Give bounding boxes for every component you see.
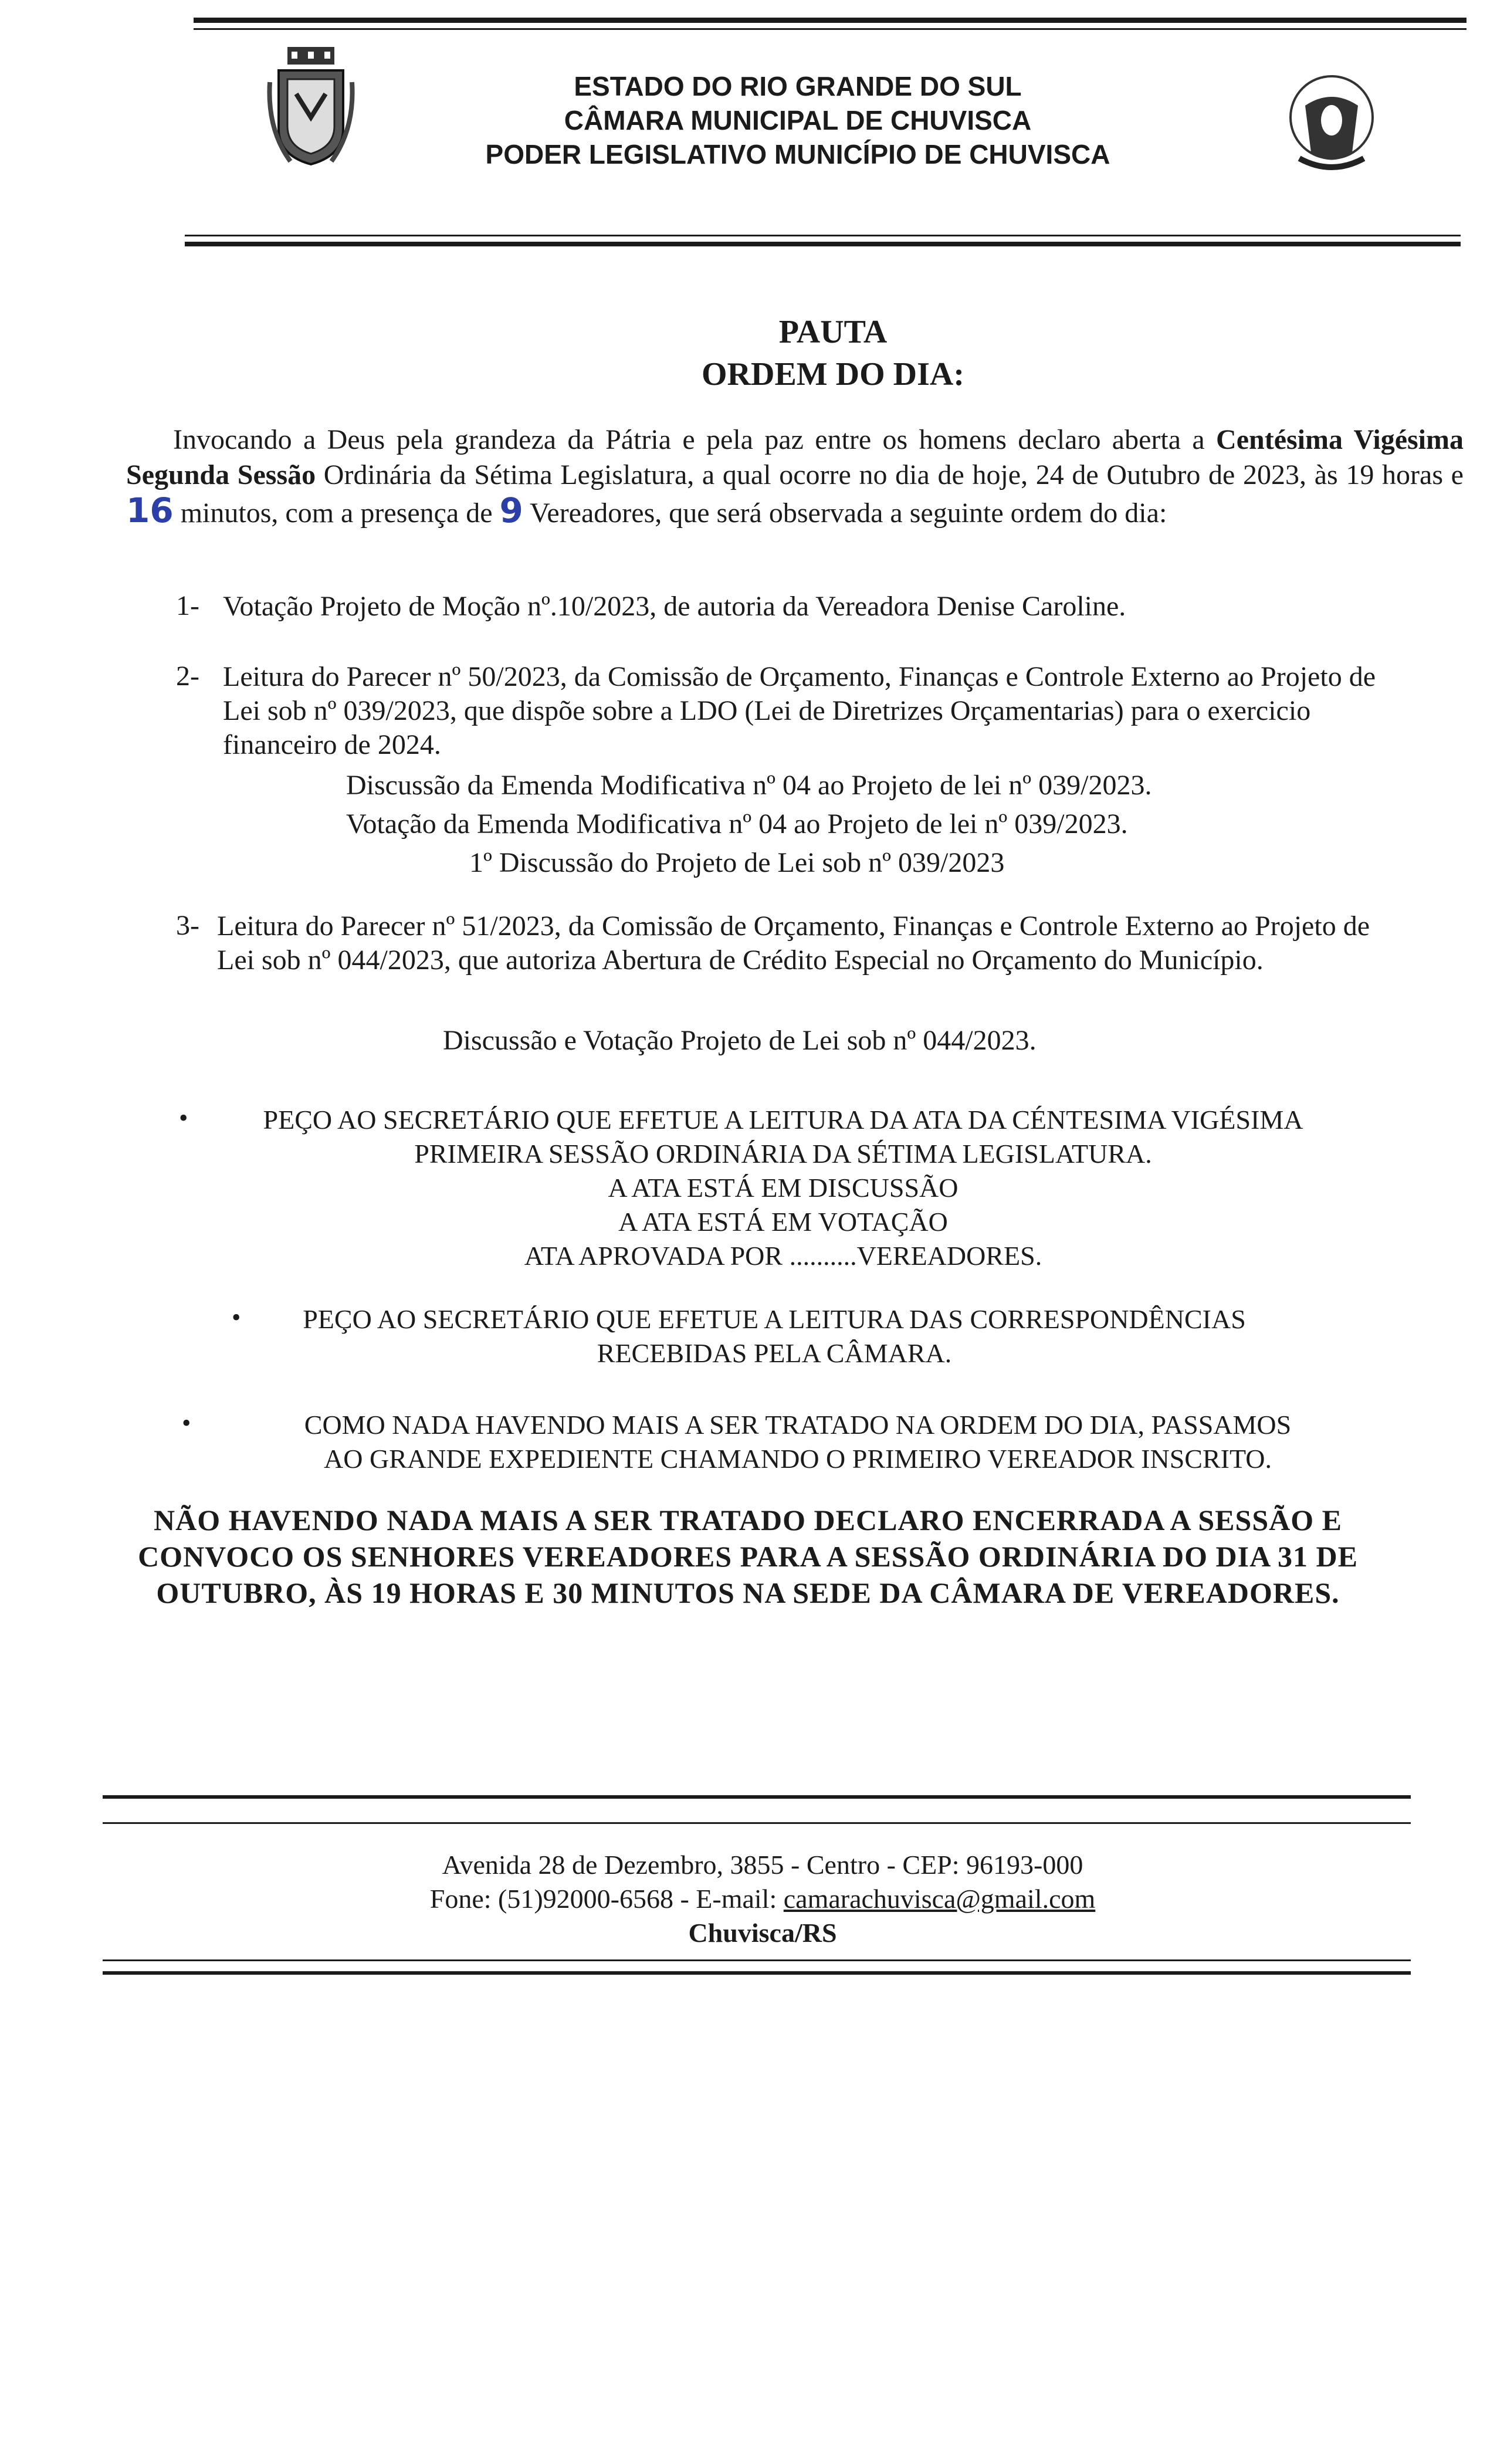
item-2-sub-2: Votação da Emenda Modificativa nº 04 ao Projeto de lei nº 039/2023. [346, 808, 1128, 840]
title-ordem-do-dia: ORDEM DO DIA: [702, 356, 964, 392]
handwritten-councilors: 9 [499, 490, 523, 530]
footer-bottom-rule-thin [103, 1959, 1411, 1961]
footer-city: Chuvisca/RS [688, 1918, 837, 1948]
footer-phone: Fone: (51)92000-6568 - E-mail: [429, 1884, 784, 1914]
intro-part3: minutos, com a presença de [173, 497, 500, 529]
bullet-1-line4: A ATA ESTÁ EM VOTAÇÃO [618, 1207, 948, 1237]
procedure-correspondence [246, 1302, 1302, 1370]
bullet-3-marker: • [182, 1409, 191, 1437]
item-3-line2: Lei sob nº 044/2023, que autoriza Abertura de Crédito Especial no Orçamento do Município. [217, 945, 1264, 976]
header-bottom-rule-thin [185, 235, 1461, 236]
item-2-line3: financeiro de 2024. [223, 729, 441, 760]
item-2-sub-3: 1º Discussão do Projeto de Lei sob nº 039/2023 [469, 847, 1005, 878]
header-top-rule-thin [194, 28, 1466, 30]
opening-paragraph [126, 422, 1464, 531]
session-name: Centésima Vigésima Segunda Sessão [126, 424, 1464, 490]
header-legislative: PODER LEGISLATIVO MUNICÍPIO DE CHUVISCA [485, 139, 1110, 170]
bullet-3-line2: AO GRANDE EXPEDIENTE CHAMANDO O PRIMEIRO VEREADOR INSCRITO. [324, 1444, 1272, 1474]
footer-bottom-rule-thick [103, 1971, 1411, 1975]
footer-top-rule-thin [103, 1822, 1411, 1824]
bullet-2-line1: PEÇO AO SECRETÁRIO QUE EFETUE A LEITURA DAS CORRESPONDÊNCIAS [303, 1304, 1246, 1334]
item-2-number: 2- [176, 661, 199, 692]
footer-contact [293, 1848, 1232, 1950]
bullet-1-line3: A ATA ESTÁ EM DISCUSSÃO [608, 1173, 959, 1203]
header-chamber: CÂMARA MUNICIPAL DE CHUVISCA [564, 105, 1032, 136]
handwritten-minutes: 16 [126, 490, 174, 530]
footer-phone-email [293, 1882, 1232, 1916]
footer-address: Avenida 28 de Dezembro, 3855 - Centro - CEP: 96193-000 [442, 1850, 1083, 1880]
closing-line2: CONVOCO OS SENHORES VEREADORES PARA A SESSÃO ORDINÁRIA DO DIA 31 DE [138, 1540, 1358, 1573]
item-3-line1: Leitura do Parecer nº 51/2023, da Comissão de Orçamento, Finanças e Controle Externo ao Projeto de [217, 911, 1370, 942]
bullet-1-marker: • [179, 1104, 188, 1132]
header-top-rule-thick [194, 18, 1466, 23]
item-2-line1: Leitura do Parecer nº 50/2023, da Comissão de Orçamento, Finanças e Controle Externo ao Projeto de [223, 661, 1376, 692]
bullet-2-line2: RECEBIDAS PELA CÂMARA. [597, 1338, 952, 1368]
closing-statement [126, 1502, 1370, 1611]
footer-email-link[interactable]: camarachuvisca@gmail.com [783, 1884, 1096, 1914]
document-title [0, 311, 1497, 395]
intro-part1: Invocando a Deus pela grandeza da Pátria e pela paz entre os homens declaro aberta a [173, 424, 1217, 455]
item-2-text [223, 660, 1466, 762]
item-3-text [217, 909, 1466, 977]
item-2-line2: Lei sob nº 039/2023, que dispõe sobre a LDO (Lei de Diretrizes Orçamentarias) para o exercicio [223, 695, 1311, 726]
item-1-text: Votação Projeto de Moção nº.10/2023, de autoria da Vereadora Denise Caroline. [223, 591, 1126, 622]
bullet-1-line2: PRIMEIRA SESSÃO ORDINÁRIA DA SÉTIMA LEGISLATURA. [414, 1139, 1152, 1169]
intro-part2: Ordinária da Sétima Legislatura, a qual ocorre no dia de hoje, 24 de Outubro de 2023, às 19 horas e [316, 459, 1464, 490]
header-state: ESTADO DO RIO GRANDE DO SUL [574, 71, 1022, 101]
intro-part4: Vereadores, que será observada a seguinte ordem do dia: [523, 497, 1167, 529]
title-pauta: PAUTA [778, 314, 888, 350]
procedure-minutes-reading [194, 1103, 1373, 1273]
bullet-1-line5: ATA APROVADA POR ..........VEREADORES. [524, 1241, 1042, 1271]
closing-line1: NÃO HAVENDO NADA MAIS A SER TRATADO DECLARO ENCERRADA A SESSÃO E [154, 1504, 1342, 1536]
bullet-3-line1: COMO NADA HAVENDO MAIS A SER TRATADO NA ORDEM DO DIA, PASSAMOS [304, 1410, 1292, 1440]
header-bottom-rule-thick [185, 242, 1461, 246]
item-3-sub-1: Discussão e Votação Projeto de Lei sob nº 044/2023. [443, 1025, 1037, 1056]
header-institution [328, 69, 1267, 171]
closing-line3: OUTUBRO, ÀS 19 HORAS E 30 MINUTOS NA SEDE DA CÂMARA DE VEREADORES. [156, 1576, 1340, 1609]
item-2-sub-1: Discussão da Emenda Modificativa nº 04 ao Projeto de lei nº 039/2023. [346, 770, 1152, 801]
legislative-seal [1282, 70, 1381, 179]
bullet-1-line1: PEÇO AO SECRETÁRIO QUE EFETUE A LEITURA DA ATA DA CÉNTESIMA VIGÉSIMA [263, 1105, 1303, 1135]
footer-top-rule-thick [103, 1795, 1411, 1799]
item-3-number: 3- [176, 910, 199, 941]
bullet-2-marker: • [232, 1303, 241, 1332]
item-1-number: 1- [176, 590, 199, 621]
procedure-grand-expedient [223, 1408, 1373, 1476]
